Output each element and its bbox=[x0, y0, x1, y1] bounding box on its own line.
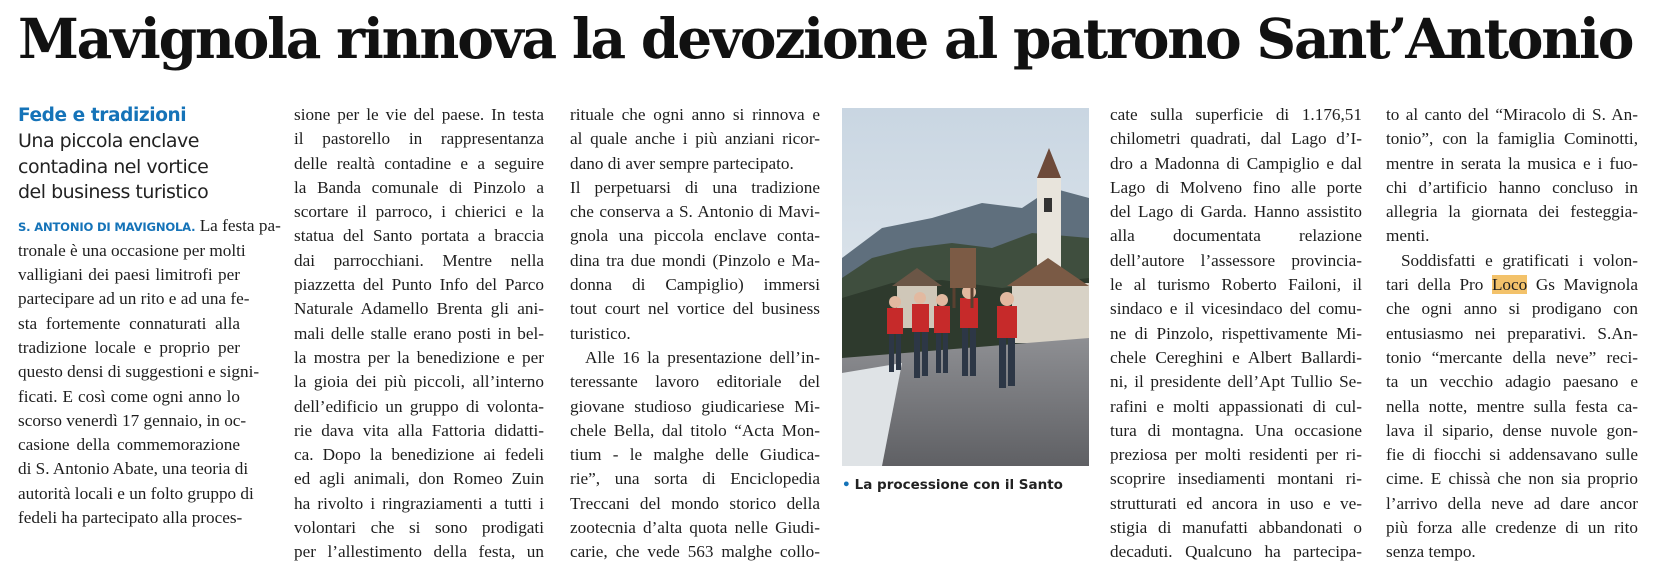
subhead-line: del business turistico bbox=[18, 181, 209, 203]
text-line: ficati. E così come ogni anno lo bbox=[18, 386, 240, 406]
text-line: dell’autore l’assessore provincia- bbox=[1110, 250, 1362, 270]
col2-body bbox=[294, 103, 544, 565]
text-line: La festa pa- bbox=[195, 215, 281, 235]
text-line: donna di Campiglio) immersi bbox=[570, 275, 820, 295]
text-line: Lago di Molveno fino alle porte bbox=[1110, 177, 1362, 197]
text-line: tium - le malghe delle Giudica- bbox=[570, 445, 820, 465]
text-line: rituale che ogni anno si rinnova e bbox=[570, 105, 820, 124]
col5-body bbox=[1110, 103, 1362, 565]
text-line: volontari che si sono prodigati bbox=[294, 518, 544, 538]
text-line: dano di aver sempre partecipato. bbox=[570, 153, 794, 173]
text-line: dro a Madonna di Campiglio e dal bbox=[1110, 153, 1362, 173]
text-line: al quale anche i più anziani ricor- bbox=[570, 129, 820, 149]
bullet-icon: • bbox=[842, 477, 851, 493]
text-line: dai parrocchiani. Mentre nella bbox=[294, 250, 544, 270]
text-line: gnola una piccola enclave conta- bbox=[570, 226, 820, 246]
text-line: la mostra per la benedizione e per bbox=[294, 347, 544, 367]
text-line: delle realtà contadine e a seguire bbox=[294, 153, 544, 173]
col1-body bbox=[18, 214, 281, 531]
text-line: allegria la giornata dei festeggia- bbox=[1386, 202, 1638, 222]
procession-photo bbox=[842, 108, 1089, 466]
article-column-6 bbox=[1386, 103, 1638, 565]
col3-para-2 bbox=[570, 346, 820, 370]
text-line: autorità locali e un folto gruppo di bbox=[18, 483, 254, 503]
subhead-line: contadina nel vortice bbox=[18, 155, 209, 178]
text-line: Il perpetuarsi di una tradizione bbox=[570, 177, 820, 197]
text-line: fedeli ha partecipato alla proces- bbox=[18, 508, 243, 528]
text-line: sione per le vie del paese. In testa bbox=[294, 105, 544, 124]
col6-para-2 bbox=[1386, 249, 1638, 565]
text-line: cate sulla superficie di 1.176,51 bbox=[1110, 105, 1362, 124]
highlighted-word: Loco bbox=[1491, 275, 1528, 295]
dateline: S. ANTONIO DI MAVIGNOLA. bbox=[18, 219, 196, 234]
text-line: chilometri quadrati, dal Lago d’I- bbox=[1110, 129, 1362, 149]
text-line: decaduti. Qualcuno ha partecipa- bbox=[1110, 542, 1362, 562]
text-line: Soddisfatti e gratificati i volon- bbox=[1401, 250, 1638, 270]
article-column-5 bbox=[1110, 103, 1362, 565]
subhead-line: Una piccola enclave bbox=[18, 130, 199, 152]
text-line: to al canto del “Miracolo di S. An- bbox=[1386, 105, 1638, 124]
text-line: che ogni anno si prodigano con bbox=[1386, 299, 1638, 319]
text-line: fie di fiocchi si addensavano sulle bbox=[1386, 445, 1638, 465]
text-line: teressante lavoro editoriale del bbox=[570, 372, 820, 392]
text-line: più forza alle credenze di un rito bbox=[1386, 518, 1638, 538]
text-line: scortare il parroco, i chierici e la bbox=[294, 202, 544, 222]
procession-photo-illustration bbox=[842, 108, 1089, 466]
subhead bbox=[18, 129, 240, 206]
text-line: ta un vecchio adagio paesano e bbox=[1386, 372, 1638, 392]
text-line: la Banda comunale di Pinzolo a bbox=[294, 177, 544, 197]
text-line: per l’allestimento della festa, un bbox=[294, 542, 544, 562]
article-column-2 bbox=[294, 103, 544, 565]
text-line: turistico. bbox=[570, 323, 631, 343]
col3-para-2-cont bbox=[570, 370, 820, 564]
text-line: tura di montagna. Una occasione bbox=[1110, 420, 1362, 440]
text-line: tronale è una occasione per molti bbox=[18, 240, 246, 260]
text-line: scoprire insediamenti montani ri- bbox=[1110, 469, 1362, 489]
text-line: dell’edificio un gruppo di volonta- bbox=[294, 396, 544, 416]
text-line: chi d’artificio hanno concluso in bbox=[1386, 177, 1638, 197]
text-line: zootecnia d’alta quota nelle Giudi- bbox=[570, 518, 820, 538]
text-line: entusiasmo nei preparativi. S.An- bbox=[1386, 323, 1638, 343]
text-line: rafini e molti appassionati di cul- bbox=[1110, 396, 1362, 416]
text-line: l’arrivo della neve ad dare ancor bbox=[1386, 493, 1638, 513]
text-line: Alle 16 la presentazione dell’in- bbox=[585, 347, 820, 367]
text-line: valligiani dei paesi limitrofi per bbox=[18, 265, 240, 285]
photo-caption bbox=[842, 477, 1063, 493]
text-line: menti. bbox=[1386, 226, 1430, 246]
text-line: cime. E chissà che non sia proprio bbox=[1386, 469, 1638, 489]
text-line: nella notte, mentre sulla festa ca- bbox=[1386, 396, 1638, 416]
headline: Mavignola rinnova la devozione al patrono Sant’Antonio bbox=[18, 6, 1633, 71]
text-line: scorso venerdì 17 gennaio, in oc- bbox=[18, 410, 247, 430]
text-line: lava il sipario, dense nuvole gon- bbox=[1386, 420, 1638, 440]
text-line: le al turismo Roberto Failoni, il bbox=[1110, 275, 1362, 295]
text-line: mali delle stalle erano posti in bel- bbox=[294, 323, 544, 343]
text-line: ed agli animali, don Romeo Zuin bbox=[294, 469, 544, 489]
text-line: casione della commemorazione bbox=[18, 435, 240, 455]
text-line: la gioia dei più piccoli, all’interno bbox=[294, 372, 544, 392]
text-line: Treccani del mondo storico della bbox=[570, 493, 820, 513]
text-line: ha rivolto i ringraziamenti a tutti i bbox=[294, 493, 544, 513]
text-line: stigia di manufatti abbandonati o bbox=[1110, 518, 1362, 538]
text-line: dina tra due mondi (Pinzolo e Ma- bbox=[570, 250, 820, 270]
text-line: tout court nel vortice del business bbox=[570, 299, 820, 319]
text-line: che conserva a S. Antonio di Mavi- bbox=[570, 202, 820, 222]
text-line: chele Bella, dal titolo “Acta Mon- bbox=[570, 420, 820, 440]
text-line: statua del Santo portata a braccia bbox=[294, 226, 544, 246]
text-line: mentre in serata la musica e i fuo- bbox=[1386, 153, 1638, 173]
text-line: tari della Pro Loco Gs Mavignola bbox=[1386, 275, 1638, 295]
text-line: Naturale Adamello Brenta gli ani- bbox=[294, 299, 544, 319]
text-line: rie”, una sorta di Enciclopedia bbox=[570, 469, 820, 489]
text-line: rie dava vita alla Fattoria didatti- bbox=[294, 420, 544, 440]
text-line: ca. Dopo la benedizione ai fedeli bbox=[294, 445, 544, 465]
col6-para-1 bbox=[1386, 103, 1638, 249]
text-line: preziosa per molti residenti per ri- bbox=[1110, 445, 1362, 465]
text-line: piazzetta del Punto Info del Parco bbox=[294, 275, 544, 295]
article-column-1 bbox=[18, 103, 281, 530]
article-column-3 bbox=[570, 103, 820, 565]
text-line: senza tempo. bbox=[1386, 542, 1476, 562]
text-line: questo densi di suggestioni e signi- bbox=[18, 362, 260, 382]
text-line: tonio “mercante della neve” reci- bbox=[1386, 347, 1638, 367]
text-line: il pastorello in rappresentanza bbox=[294, 129, 544, 149]
text-line: ni, il presidente dell’Apt Tullio Se- bbox=[1110, 372, 1362, 392]
text-line: carie, che vede 563 malghe collo- bbox=[570, 542, 820, 562]
text-line: di S. Antonio Abate, una teoria di bbox=[18, 459, 249, 479]
text-line: strutturati ed ancora in uso e ve- bbox=[1110, 493, 1362, 513]
text-line: chele Cereghini e Albert Ballardi- bbox=[1110, 347, 1362, 367]
text-line: ne di Pinzolo, rispettivamente Mi- bbox=[1110, 323, 1362, 343]
text-line: del Lago di Garda. Hanno assistito bbox=[1110, 202, 1362, 222]
caption-text: La processione con il Santo bbox=[854, 477, 1063, 493]
text-line: giovane studioso giudicariese Mi- bbox=[570, 396, 820, 416]
text-line: sta fortemente connaturati alla bbox=[18, 313, 240, 333]
text-line: partecipare ad un rito e ad una fe- bbox=[18, 289, 250, 309]
kicker: Fede e tradizioni bbox=[18, 105, 187, 126]
text-line: tradizione locale e proprio per bbox=[18, 337, 240, 357]
text-line: alla documentata relazione bbox=[1110, 226, 1362, 246]
col3-para-1 bbox=[570, 103, 820, 346]
text-line: sindaco e il vicesindaco del comu- bbox=[1110, 299, 1362, 319]
text-line: tonio”, con la famiglia Cominotti, bbox=[1386, 129, 1638, 149]
